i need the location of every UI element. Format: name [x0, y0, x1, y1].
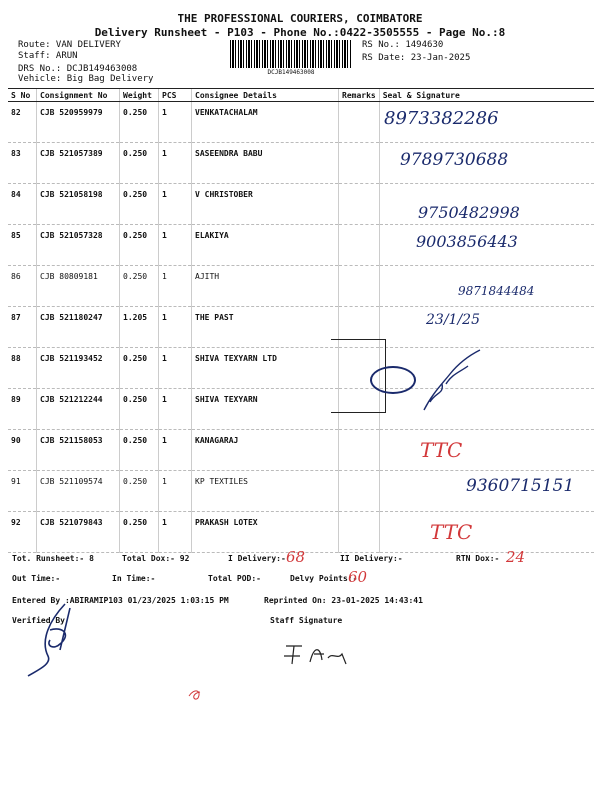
verified-by: Verified By	[12, 616, 65, 625]
row-consignee: KP TEXTILES	[192, 471, 339, 512]
table-row	[8, 307, 594, 348]
row-weight: 0.250	[120, 266, 159, 307]
row-consignment-no: CJB 521180247	[37, 307, 120, 348]
row-consignee: SASEENDRA BABU	[192, 143, 339, 184]
row-pcs: 1	[159, 225, 192, 266]
row-consignment-no: CJB 520959979	[37, 102, 120, 143]
col-consignee: Consignee Details	[192, 89, 339, 102]
row-remarks	[339, 102, 380, 143]
table-row	[8, 348, 594, 389]
row-weight: 0.250	[120, 225, 159, 266]
row-signature-cell	[379, 307, 594, 348]
row-remarks	[339, 471, 380, 512]
row-pcs: 1	[159, 266, 192, 307]
row-consignee: THE PAST	[192, 307, 339, 348]
entered-by: Entered By :ABIRAMIP103 01/23/2025 1:03:15 PM	[12, 596, 229, 605]
row-sno: 85	[8, 225, 37, 266]
row-consignment-no: CJB 521058198	[37, 184, 120, 225]
row-remarks	[339, 225, 380, 266]
row-remarks	[339, 430, 380, 471]
row-pcs: 1	[159, 102, 192, 143]
row-consignment-no: CJB 521057328	[37, 225, 120, 266]
ii-delivery-label: II Delivery:-	[340, 554, 403, 563]
row-consignment-no: CJB 521212244	[37, 389, 120, 430]
in-time: In Time:-	[112, 574, 156, 583]
row-consignee: VENKATACHALAM	[192, 102, 339, 143]
runsheet-title: Delivery Runsheet - P103 - Phone No.:0422-3505555 - Page No.:8	[94, 26, 506, 39]
row-sno: 90	[8, 430, 37, 471]
row-weight: 0.250	[120, 102, 159, 143]
out-time: Out Time:-	[12, 574, 61, 583]
row-consignee: V CHRISTOBER	[192, 184, 339, 225]
i-delivery-label: I Delivery:-	[228, 554, 286, 563]
row-remarks	[339, 512, 380, 553]
row-consignment-no: CJB 521193452	[37, 348, 120, 389]
row-weight: 0.250	[120, 512, 159, 553]
col-sno: S No	[8, 89, 37, 102]
handwritten-signature: TTC	[420, 438, 463, 462]
handwritten-signature: 9750482998	[418, 203, 520, 222]
row-signature-cell	[379, 430, 594, 471]
table-row	[8, 389, 594, 430]
rs-no: RS No.: 1494630	[362, 40, 444, 50]
row-remarks	[339, 184, 380, 225]
handwritten-signature: 9789730688	[400, 150, 509, 170]
row-weight: 0.250	[120, 348, 159, 389]
handwritten-signature: 9360715151	[466, 476, 575, 496]
row-pcs: 1	[159, 512, 192, 553]
table-row	[8, 430, 594, 471]
delvy-points-label: Delvy Points:-	[290, 574, 358, 583]
row-pcs: 1	[159, 348, 192, 389]
row-pcs: 1	[159, 143, 192, 184]
row-consignee: ELAKIYA	[192, 225, 339, 266]
row-weight: 0.250	[120, 184, 159, 225]
row-consignment-no: CJB 521158053	[37, 430, 120, 471]
i-delivery-value: 68	[286, 548, 306, 566]
handwritten-signature: TTC	[430, 520, 473, 544]
staff: Staff: ARUN	[18, 51, 78, 61]
delvy-points-value: 60	[348, 568, 368, 586]
row-consignee: SHIVA TEXYARN	[192, 389, 339, 430]
route: Route: VAN DELIVERY	[18, 40, 121, 50]
row-weight: 1.205	[120, 307, 159, 348]
row-weight: 0.250	[120, 430, 159, 471]
col-remarks: Remarks	[339, 89, 380, 102]
row-consignee: AJITH	[192, 266, 339, 307]
row-sno: 92	[8, 512, 37, 553]
row-weight: 0.250	[120, 143, 159, 184]
rs-date: RS Date: 23-Jan-2025	[362, 53, 471, 63]
row-pcs: 1	[159, 184, 192, 225]
col-weight: Weight	[120, 89, 159, 102]
table-header-row	[8, 89, 594, 102]
row-sno: 88	[8, 348, 37, 389]
row-consignment-no: CJB 80809181	[37, 266, 120, 307]
handwritten-signature: 9003856443	[416, 232, 518, 251]
vehicle: Vehicle: Big Bag Delivery	[18, 74, 154, 84]
row-consignment-no: CJB 521109574	[37, 471, 120, 512]
blue-signature-88	[372, 344, 492, 414]
row-sno: 91	[8, 471, 37, 512]
drs-no: DRS No.: DCJB149463008	[18, 64, 138, 74]
row-sno: 89	[8, 389, 37, 430]
staff-signature-label: Staff Signature	[270, 616, 343, 625]
total-dox: Total Dox:- 92	[122, 554, 190, 563]
row-remarks	[339, 266, 380, 307]
row-sno: 84	[8, 184, 37, 225]
row-pcs: 1	[159, 307, 192, 348]
barcode-text: DCJB149463008	[267, 69, 315, 76]
row-weight: 0.250	[120, 389, 159, 430]
row-sno: 86	[8, 266, 37, 307]
row-consignee: PRAKASH LOTEX	[192, 512, 339, 553]
total-pod: Total POD:-	[208, 574, 261, 583]
row-sno: 87	[8, 307, 37, 348]
col-pcs: PCS	[159, 89, 192, 102]
row-pcs: 1	[159, 471, 192, 512]
row-consignment-no: CJB 521057389	[37, 143, 120, 184]
company-name: THE PROFESSIONAL COURIERS, COIMBATORE	[177, 12, 423, 25]
handwritten-signature: 8973382286	[384, 108, 499, 129]
reprinted-on: Reprinted On: 23-01-2025 14:43:41	[264, 596, 423, 605]
row-pcs: 1	[159, 430, 192, 471]
col-consignment: Consignment No	[37, 89, 120, 102]
verified-signature	[20, 600, 100, 680]
row-signature-cell	[379, 512, 594, 553]
red-scribble	[186, 684, 206, 704]
handwritten-signature: 9871844484	[458, 284, 535, 298]
row-consignee: SHIVA TEXYARN LTD	[192, 348, 339, 389]
row-consignment-no: CJB 521079843	[37, 512, 120, 553]
rtn-dox-label: RTN Dox:-	[456, 554, 500, 563]
row-weight: 0.250	[120, 471, 159, 512]
table-row	[8, 512, 594, 553]
handwritten-signature: 23/1/25	[426, 312, 480, 328]
row-sno: 82	[8, 102, 37, 143]
row-remarks	[339, 143, 380, 184]
staff-signature-mark	[280, 640, 370, 670]
table-row	[8, 102, 594, 143]
row-sno: 83	[8, 143, 37, 184]
rtn-dox-value: 24	[506, 548, 526, 566]
barcode	[230, 40, 352, 68]
row-pcs: 1	[159, 389, 192, 430]
row-consignee: KANAGARAJ	[192, 430, 339, 471]
tot-runsheet: Tot. Runsheet:- 8	[12, 554, 94, 563]
col-seal-signature: Seal & Signature	[379, 89, 594, 102]
